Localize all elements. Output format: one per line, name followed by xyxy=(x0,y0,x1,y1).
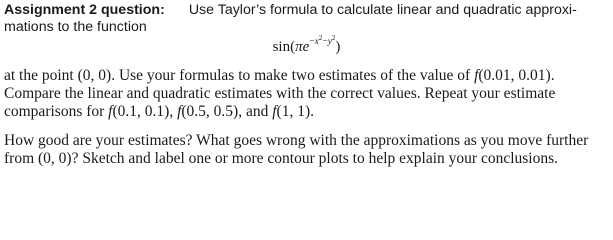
assignment-heading: Assignment 2 question: xyxy=(4,2,165,18)
para1-line-1: at the point (0, 0). Use your formulas to make two estimates of the value of f(0.01, 0.01). xyxy=(4,67,555,84)
formula-rparen: ) xyxy=(335,39,341,55)
para1-line-2: Compare the linear and quadratic estimates with the correct values. Repeat your estimate xyxy=(4,85,556,102)
intro-line-2 xyxy=(4,19,147,36)
formula-lparen: ( xyxy=(290,39,296,55)
para2-line-1: How good are your estimates? What goes wrong with the approximations as you move further xyxy=(4,132,589,149)
intro-text-1: Use Taylor’s formula to calculate linear and quadratic approxi- xyxy=(188,2,577,18)
intro-text-2: mations to the function xyxy=(4,19,147,35)
formula-e: e xyxy=(302,39,310,55)
para1-line-3: comparisons for f(0.1, 0.1), f(0.5, 0.5), and f(1, 1). xyxy=(4,103,314,120)
para2-line-2: from (0, 0)? Sketch and label one or more contour plots to help explain your conclusions. xyxy=(4,150,559,167)
formula-exponent: −x2−y2 xyxy=(309,34,336,47)
intro-line-1 xyxy=(4,2,577,19)
formula-sin: sin xyxy=(272,39,291,55)
formula-pi: π xyxy=(295,39,303,55)
function-formula xyxy=(0,34,613,57)
